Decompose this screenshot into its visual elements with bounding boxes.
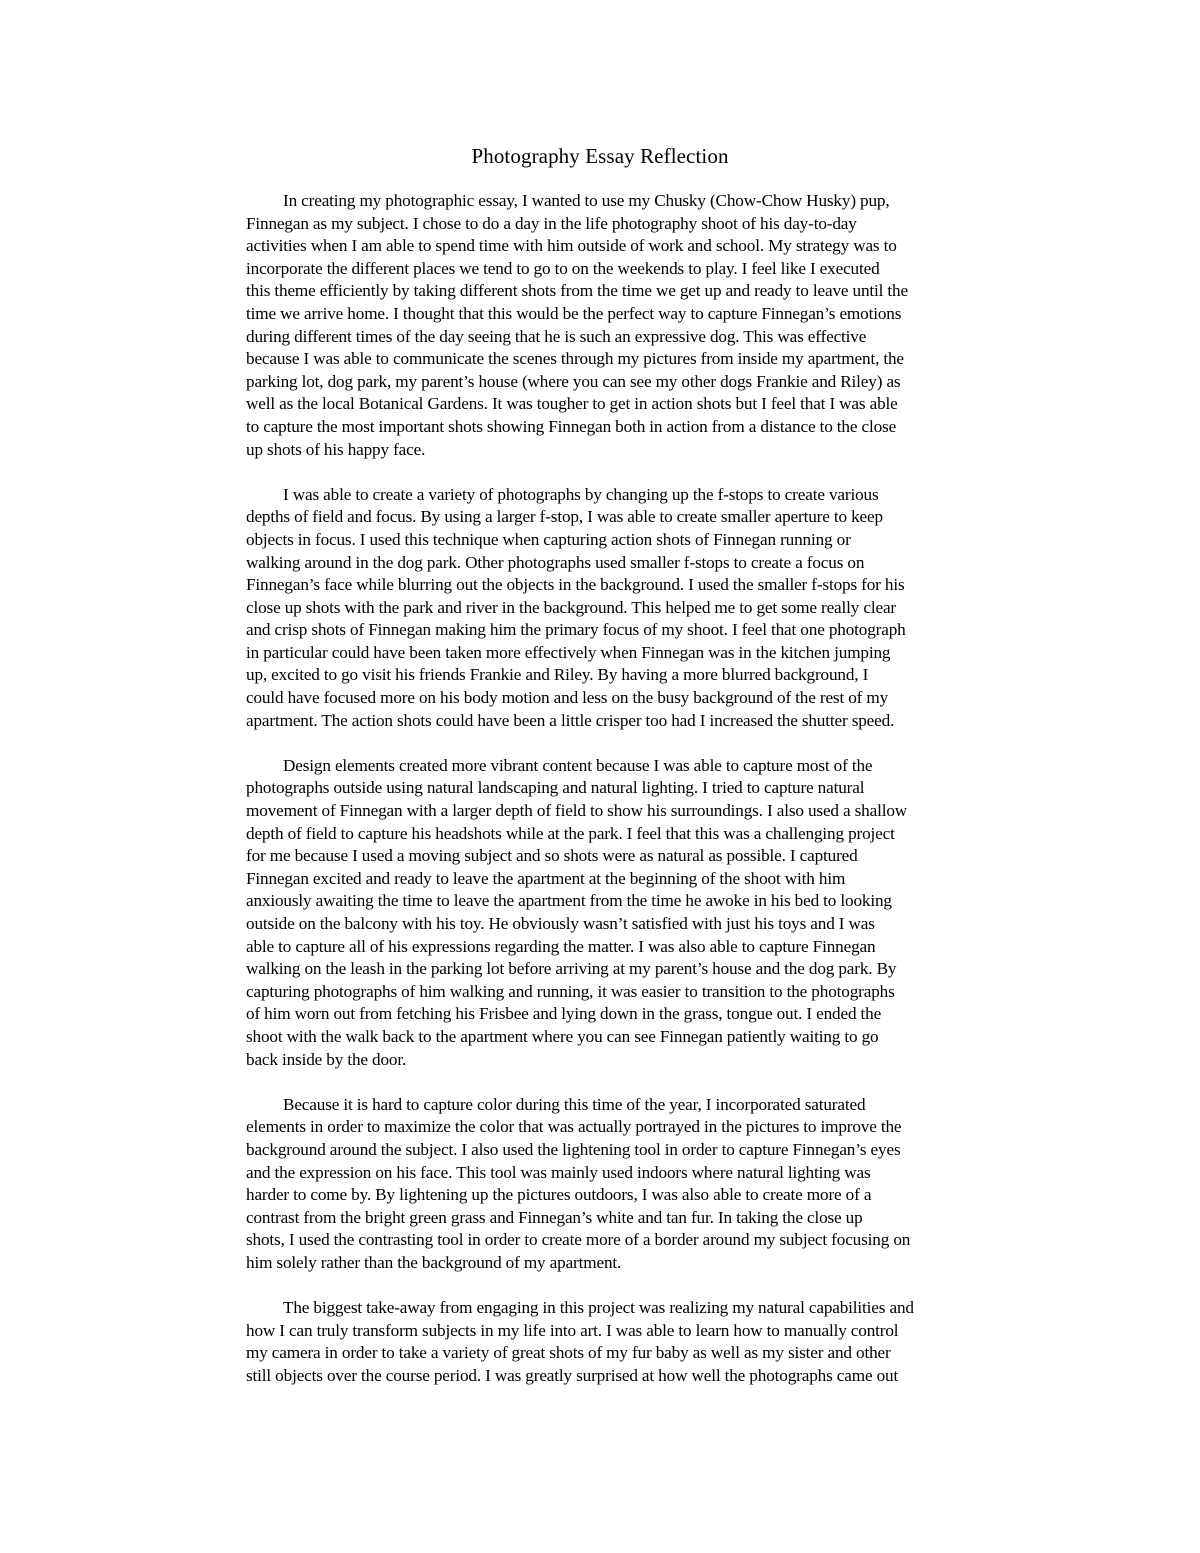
essay-paragraph <box>246 1094 1036 1275</box>
essay-paragraph <box>246 755 1036 1071</box>
paragraph-line: parking lot, dog park, my parent’s house (where you can see my other dogs Frankie and Riley) as <box>246 371 901 391</box>
paragraph-line: able to capture all of his expressions regarding the matter. I was also able to capture Finnegan <box>246 936 876 956</box>
document-title: Photography Essay Reflection <box>471 144 729 168</box>
paragraph-line: time we arrive home. I thought that this would be the perfect way to capture Finnegan’s emotions <box>246 303 902 323</box>
paragraph-line: could have focused more on his body motion and less on the busy background of the rest of my <box>246 688 889 708</box>
paragraph-line: in particular could have been taken more effectively when Finnegan was in the kitchen jumping <box>246 642 891 662</box>
paragraph-line: of him worn out from fetching his Frisbee and lying down in the grass, tongue out. I ended the <box>246 1004 882 1024</box>
paragraph-line: up, excited to go visit his friends Frankie and Riley. By having a more blurred background, I <box>246 665 869 685</box>
paragraph-line: anxiously awaiting the time to leave the apartment from the time he awoke in his bed to looking <box>246 891 892 911</box>
paragraph-line: apartment. The action shots could have been a little crisper too had I increased the shutter speed. <box>246 710 895 730</box>
paragraph-line: and the expression on his face. This tool was mainly used indoors where natural lighting was <box>246 1162 871 1182</box>
paragraph-line: background around the subject. I also used the lightening tool in order to capture Finnegan’s eyes <box>246 1139 901 1159</box>
paragraph-line: for me because I used a moving subject and so shots were as natural as possible. I captured <box>246 846 858 866</box>
paragraph-first-line: Because it is hard to capture color during this time of the year, I incorporated saturated <box>283 1094 866 1114</box>
paragraph-line: back inside by the door. <box>246 1049 407 1069</box>
paragraph-line: close up shots with the park and river in the background. This helped me to get some really clear <box>246 597 897 617</box>
paragraph-line: because I was able to communicate the scenes through my pictures from inside my apartment, the <box>246 349 904 369</box>
paragraph-line: Finnegan as my subject. I chose to do a day in the life photography shoot of his day-to-day <box>246 213 857 233</box>
essay-paragraph <box>246 484 1036 733</box>
paragraph-line: Finnegan excited and ready to leave the apartment at the beginning of the shoot with him <box>246 868 846 888</box>
paragraph-line: elements in order to maximize the color that was actually portrayed in the pictures to improve the <box>246 1117 902 1137</box>
paragraph-line: photographs outside using natural landscaping and natural lighting. I tried to capture natural <box>246 778 865 798</box>
essay-paragraph <box>246 1297 1036 1387</box>
paragraph-line: still objects over the course period. I was greatly surprised at how well the photographs came out <box>246 1365 899 1385</box>
essay-body <box>246 190 1036 1410</box>
paragraph-line: contrast from the bright green grass and Finnegan’s white and tan fur. In taking the close up <box>246 1207 863 1227</box>
paragraph-line: how I can truly transform subjects in my life into art. I was able to learn how to manually control <box>246 1320 899 1340</box>
paragraph-line: walking around in the dog park. Other photographs used smaller f-stops to create a focus on <box>246 552 865 572</box>
paragraph-line: walking on the leash in the parking lot before arriving at my parent’s house and the dog park. By <box>246 959 897 979</box>
essay-paragraph <box>246 190 1036 461</box>
paragraph-line: shoot with the walk back to the apartment where you can see Finnegan patiently waiting to go <box>246 1026 879 1046</box>
paragraph-line: during different times of the day seeing that he is such an expressive dog. This was effective <box>246 326 867 346</box>
paragraph-line: capturing photographs of him walking and running, it was easier to transition to the photographs <box>246 981 895 1001</box>
paragraph-line: depths of field and focus. By using a larger f-stop, I was able to create smaller aperture to keep <box>246 507 883 527</box>
paragraph-line: objects in focus. I used this technique when capturing action shots of Finnegan running or <box>246 529 851 549</box>
paragraph-line: movement of Finnegan with a larger depth of field to show his surroundings. I also used a shallow <box>246 801 908 821</box>
paragraph-line: harder to come by. By lightening up the pictures outdoors, I was also able to create more of a <box>246 1185 872 1205</box>
paragraph-line: activities when I am able to spend time with him outside of work and school. My strategy was to <box>246 236 897 256</box>
paragraph-line: well as the local Botanical Gardens. It was tougher to get in action shots but I feel that I was able <box>246 394 898 414</box>
paragraph-line: up shots of his happy face. <box>246 439 426 459</box>
paragraph-line: depth of field to capture his headshots while at the park. I feel that this was a challenging project <box>246 823 895 843</box>
paragraph-first-line: Design elements created more vibrant content because I was able to capture most of the <box>283 755 873 775</box>
paragraph-line: to capture the most important shots showing Finnegan both in action from a distance to the close <box>246 416 897 436</box>
paragraph-line: shots, I used the contrasting tool in order to create more of a border around my subject focusing on <box>246 1230 911 1250</box>
paragraph-line: outside on the balcony with his toy. He obviously wasn’t satisfied with just his toys and I was <box>246 914 875 933</box>
paragraph-first-line: In creating my photographic essay, I wanted to use my Chusky (Chow-Chow Husky) pup, <box>283 191 890 210</box>
paragraph-line: Finnegan’s face while blurring out the objects in the background. I used the smaller f-stops for his <box>246 575 905 595</box>
paragraph-line: my camera in order to take a variety of great shots of my fur baby as well as my sister and other <box>246 1343 891 1363</box>
paragraph-line: this theme efficiently by taking different shots from the time we get up and ready to leave until the <box>246 281 908 301</box>
paragraph-first-line: The biggest take-away from engaging in this project was realizing my natural capabilities and <box>283 1298 914 1318</box>
paragraph-first-line: I was able to create a variety of photographs by changing up the f-stops to create various <box>283 484 879 504</box>
paragraph-line: and crisp shots of Finnegan making him the primary focus of my shoot. I feel that one photograph <box>246 620 906 640</box>
paragraph-line: incorporate the different places we tend to go to on the weekends to play. I feel like I executed <box>246 258 880 278</box>
paragraph-line: him solely rather than the background of my apartment. <box>246 1252 622 1272</box>
